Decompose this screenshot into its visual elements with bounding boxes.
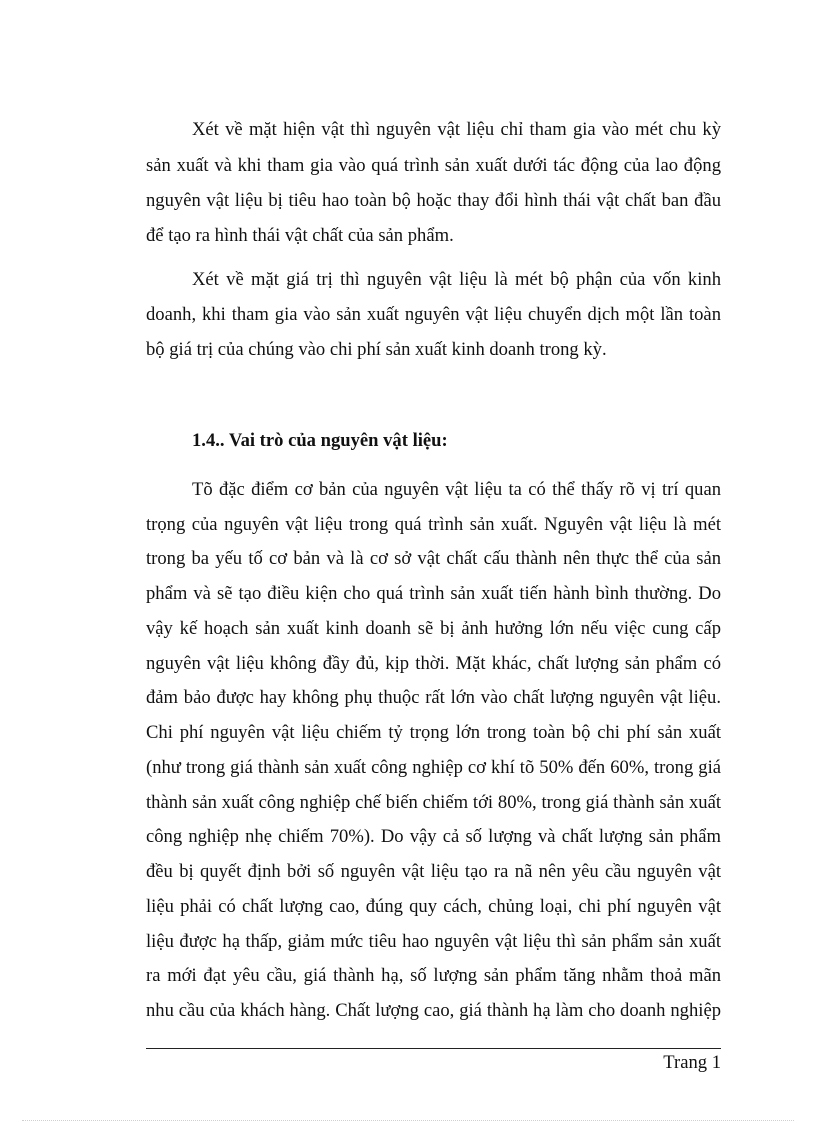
paragraph-line: sản xuất và khi tham gia vào quá trình sản xuất dưới tác động của lao động bbox=[146, 155, 721, 176]
paragraph-line: thành sản xuất công nghiệp chế biến chiếm tới 80%, trong giá thành sản xuất bbox=[146, 792, 721, 813]
paragraph-line: (như trong giá thành sản xuất công nghiệp cơ khí tõ 50% đến 60%, trong giá bbox=[146, 757, 721, 778]
document-page bbox=[146, 0, 721, 1123]
paragraph-line: ra mới đạt yêu cầu, giá thành hạ, số lượng sản phẩm tăng nhằm thoả mãn bbox=[146, 965, 721, 986]
paragraph-line: nguyên vật liệu không đầy đủ, kịp thời. Mặt khác, chất lượng sản phẩm có bbox=[146, 653, 721, 674]
paragraph-line: công nghiệp nhẹ chiếm 70%). Do vậy cả số lượng và chất lượng sản phẩm bbox=[146, 826, 721, 847]
paragraph-line: Chi phí nguyên vật liệu chiếm tỷ trọng lớn trong toàn bộ chi phí sản xuất bbox=[146, 722, 721, 743]
paragraph-line: Tõ đặc điểm cơ bản của nguyên vật liệu ta có thể thấy rõ vị trí quan bbox=[192, 479, 721, 500]
paragraph-line: đều bị quyết định bởi số nguyên vật liệu tạo ra nã nên yêu cầu nguyên vật bbox=[146, 861, 721, 882]
paragraph-line: nguyên vật liệu bị tiêu hao toàn bộ hoặc thay đổi hình thái vật chất ban đầu bbox=[146, 190, 721, 211]
paragraph-line: Xét về mặt hiện vật thì nguyên vật liệu chỉ tham gia vào mét chu kỳ bbox=[192, 119, 721, 140]
paragraph-line: phẩm và sẽ tạo điều kiện cho quá trình sản xuất tiến hành bình thường. Do bbox=[146, 583, 721, 604]
section-heading: 1.4.. Vai trò của nguyên vật liệu: bbox=[192, 430, 448, 451]
page-bottom-edge bbox=[22, 1120, 794, 1121]
paragraph-line: doanh, khi tham gia vào sản xuất nguyên vật liệu chuyển dịch một lần toàn bbox=[146, 304, 721, 325]
paragraph-line: đảm bảo được hay không phụ thuộc rất lớn vào chất lượng nguyên vật liệu. bbox=[146, 687, 721, 708]
paragraph-line: trọng của nguyên vật liệu trong quá trình sản xuất. Nguyên vật liệu là mét bbox=[146, 514, 721, 535]
paragraph-line: liệu phải có chất lượng cao, đúng quy cách, chủng loại, chi phí nguyên vật bbox=[146, 896, 721, 917]
paragraph-line: để tạo ra hình thái vật chất của sản phẩm. bbox=[146, 225, 454, 246]
footer-divider bbox=[146, 1048, 721, 1049]
page-number: Trang 1 bbox=[663, 1052, 721, 1073]
paragraph-line: trong ba yếu tố cơ bản và là cơ sở vật chất cấu thành nên thực thể của sản bbox=[146, 548, 721, 569]
paragraph-line: Xét về mặt giá trị thì nguyên vật liệu là mét bộ phận của vốn kinh bbox=[192, 269, 721, 290]
paragraph-line: nhu cầu của khách hàng. Chất lượng cao, giá thành hạ làm cho doanh nghiệp bbox=[146, 1000, 721, 1021]
paragraph-line: bộ giá trị của chúng vào chi phí sản xuất kinh doanh trong kỳ. bbox=[146, 339, 607, 360]
paragraph-line: liệu được hạ thấp, giảm mức tiêu hao nguyên vật liệu thì sản phẩm sản xuất bbox=[146, 931, 721, 952]
paragraph-line: vậy kế hoạch sản xuất kinh doanh sẽ bị ảnh hưởng lớn nếu việc cung cấp bbox=[146, 618, 721, 639]
